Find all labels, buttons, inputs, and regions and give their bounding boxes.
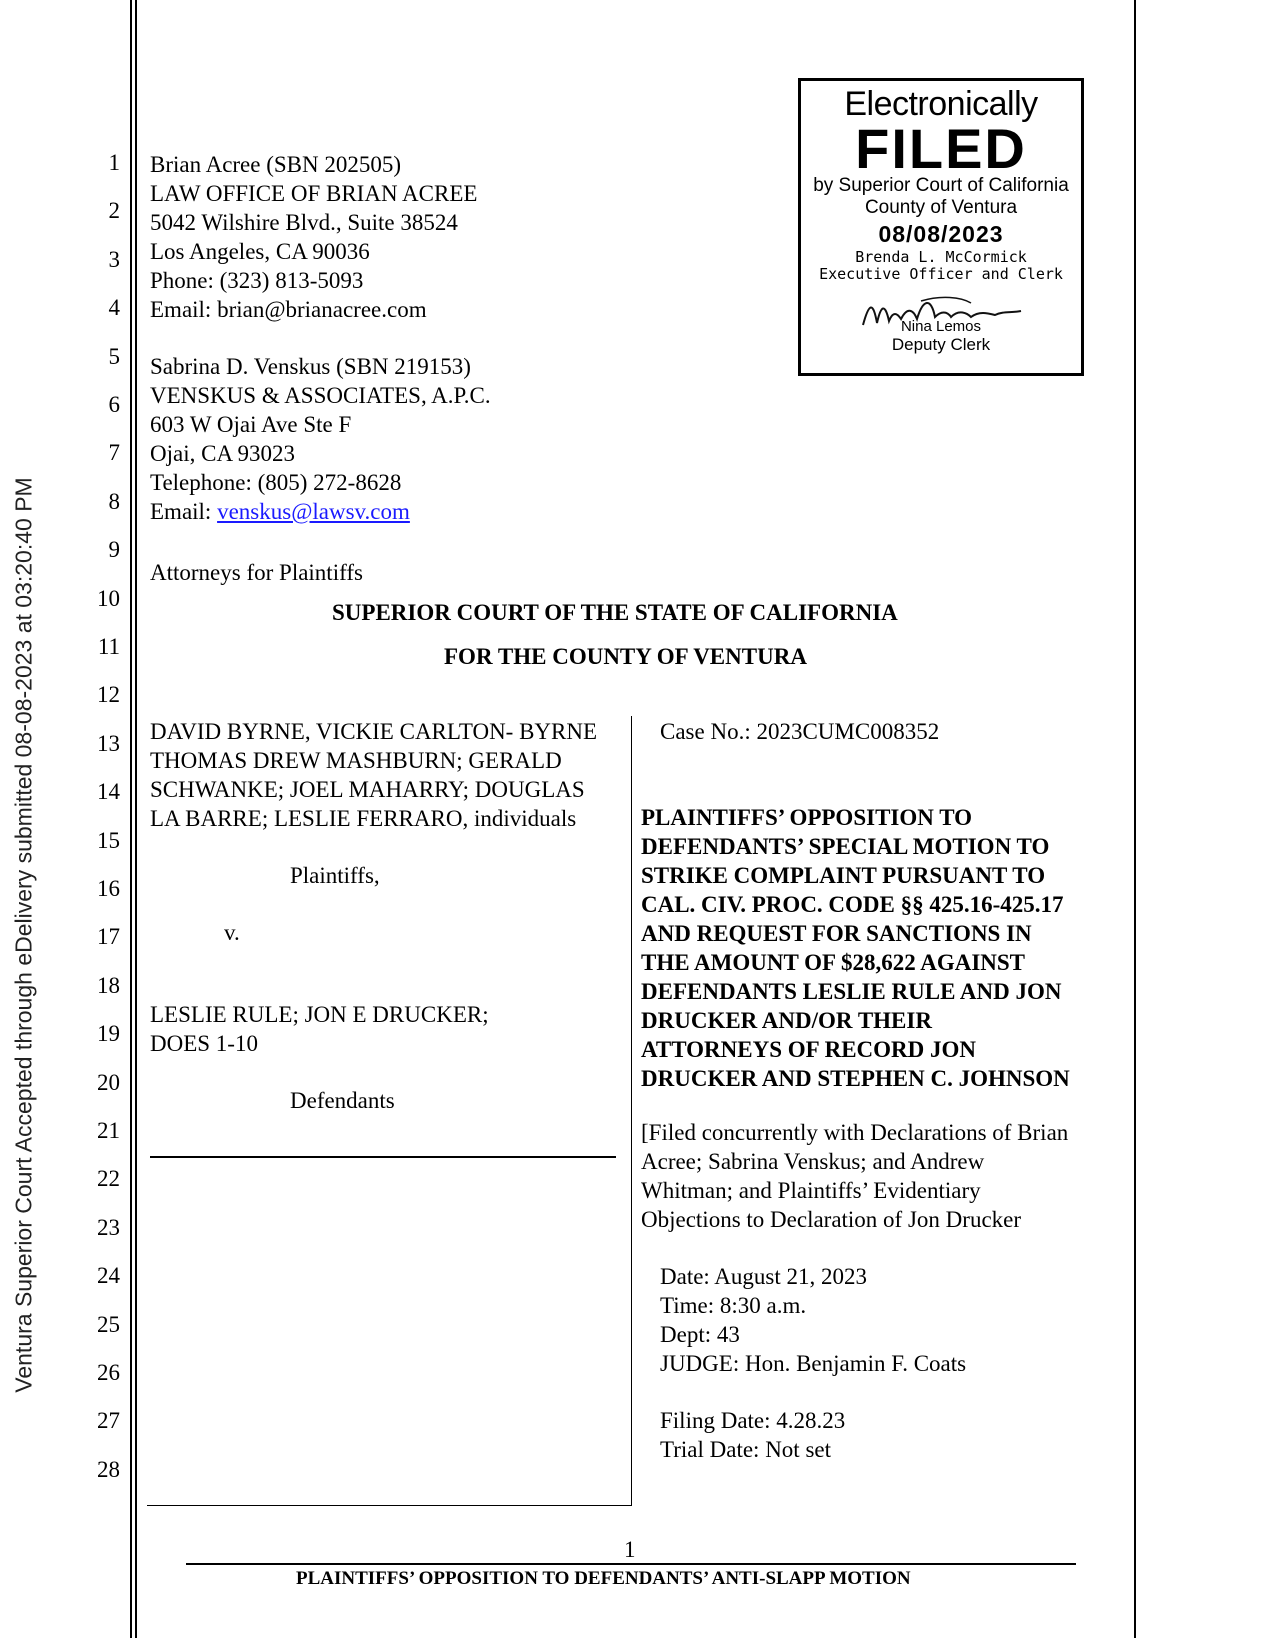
stamp-electronically: Electronically bbox=[844, 85, 1038, 123]
plaintiffs-line: LA BARRE; LESLIE FERRARO, individuals bbox=[150, 806, 577, 831]
stamp-officer-title: Executive Officer and Clerk bbox=[819, 265, 1063, 283]
line-number: 13 bbox=[97, 730, 120, 756]
document-title-line: DEFENDANTS’ SPECIAL MOTION TO bbox=[641, 834, 1050, 859]
document-title-line: DEFENDANTS LESLIE RULE AND JON bbox=[641, 979, 1062, 1004]
line-number: 6 bbox=[108, 392, 120, 417]
line-number: 23 bbox=[97, 1214, 120, 1240]
attorneys-for: Attorneys for Plaintiffs bbox=[150, 560, 363, 585]
line-number: 16 bbox=[97, 876, 120, 901]
document-title-line: CAL. CIV. PROC. CODE §§ 425.16-425.17 bbox=[641, 892, 1064, 917]
line-number: 3 bbox=[108, 246, 120, 272]
attorney-2-email-label: Email: bbox=[150, 499, 218, 524]
line-number: 25 bbox=[97, 1311, 120, 1337]
stamp-court: by Superior Court of California bbox=[813, 175, 1069, 196]
filing-date: Filing Date: 4.28.23 bbox=[660, 1408, 846, 1433]
footer-title: PLAINTIFFS’ OPPOSITION TO DEFENDANTS’ ANTI-SLAPP MOTION bbox=[296, 1568, 911, 1589]
court-title-line-1: SUPERIOR COURT OF THE STATE OF CALIFORNIA bbox=[332, 600, 898, 625]
line-number: 19 bbox=[97, 1021, 120, 1047]
plaintiffs-label: Plaintiffs, bbox=[290, 863, 380, 888]
document-title-line: DRUCKER AND/OR THEIR bbox=[641, 1008, 932, 1033]
plaintiffs-names bbox=[150, 717, 597, 833]
line-number: 9 bbox=[108, 537, 120, 563]
attorney-1-email: Email: brian@brianacree.com bbox=[150, 297, 427, 322]
left-margin-rule-2 bbox=[135, 0, 137, 1638]
line-number: 11 bbox=[97, 634, 120, 659]
line-number: 24 bbox=[97, 1263, 120, 1289]
line-number: 12 bbox=[97, 682, 120, 708]
line-number: 14 bbox=[97, 779, 120, 805]
stamp-clerk-title: Deputy Clerk bbox=[891, 335, 991, 354]
attorney-2-email-row bbox=[150, 497, 491, 526]
caption-divider bbox=[631, 716, 632, 1506]
stamp-date: 08/08/2023 bbox=[878, 221, 1004, 247]
attorney-1-name: Brian Acree (SBN 202505) bbox=[150, 152, 402, 177]
attorney-2-name: Sabrina D. Venskus (SBN 219153) bbox=[150, 354, 471, 379]
defendants-names bbox=[150, 1000, 489, 1058]
page-number: 1 bbox=[624, 1537, 636, 1562]
document-title-line: AND REQUEST FOR SANCTIONS IN bbox=[641, 921, 1032, 946]
attorney-2-address-1: 603 W Ojai Ave Ste F bbox=[150, 412, 352, 437]
hearing-info bbox=[660, 1262, 966, 1378]
attorney-2-firm: VENSKUS & ASSOCIATES, A.P.C. bbox=[150, 383, 491, 408]
hearing-date: Date: August 21, 2023 bbox=[660, 1264, 867, 1289]
filed-concurrently-line: Acree; Sabrina Venskus; and Andrew bbox=[641, 1149, 985, 1174]
attorney-1-phone: Phone: (323) 813-5093 bbox=[150, 268, 364, 293]
attorney-1-address-1: 5042 Wilshire Blvd., Suite 38524 bbox=[150, 210, 458, 235]
trial-date: Trial Date: Not set bbox=[660, 1437, 831, 1462]
document-title-line: PLAINTIFFS’ OPPOSITION TO bbox=[641, 805, 973, 830]
line-number: 2 bbox=[108, 198, 120, 224]
line-number: 10 bbox=[97, 585, 120, 611]
attorney-1-firm: LAW OFFICE OF BRIAN ACREE bbox=[150, 181, 478, 206]
filed-concurrently-line: [Filed concurrently with Declarations of Brian bbox=[641, 1120, 1069, 1145]
document-title-line: THE AMOUNT OF $28,622 AGAINST bbox=[641, 950, 1026, 975]
stamp-filed: FILED bbox=[855, 117, 1027, 180]
attorney-2-phone: Telephone: (805) 272-8628 bbox=[150, 470, 402, 495]
line-number: 27 bbox=[97, 1408, 120, 1434]
caption-bottom-rule bbox=[147, 1505, 632, 1506]
filed-concurrently-line: Objections to Declaration of Jon Drucker bbox=[641, 1207, 1022, 1232]
attorney-2-block bbox=[150, 352, 491, 526]
case-number: Case No.: 2023CUMC008352 bbox=[660, 719, 940, 744]
attorney-2-address-2: Ojai, CA 93023 bbox=[150, 441, 296, 466]
versus: v. bbox=[224, 920, 240, 945]
court-title-line-2: FOR THE COUNTY OF VENTURA bbox=[444, 644, 807, 669]
document-title bbox=[641, 803, 1070, 1093]
line-number: 1 bbox=[108, 150, 120, 175]
line-number: 28 bbox=[97, 1456, 120, 1482]
line-number: 20 bbox=[97, 1069, 120, 1095]
filed-concurrently bbox=[641, 1118, 1068, 1234]
attorney-1-address-2: Los Angeles, CA 90036 bbox=[150, 239, 370, 264]
case-dates bbox=[660, 1406, 845, 1464]
line-number: 17 bbox=[97, 924, 120, 950]
line-number: 21 bbox=[97, 1118, 120, 1143]
stamp-signature-name: Nina Lemos bbox=[900, 318, 982, 335]
hearing-time: Time: 8:30 a.m. bbox=[660, 1293, 807, 1318]
line-number: 8 bbox=[108, 488, 120, 514]
document-title-line: ATTORNEYS OF RECORD JON bbox=[641, 1037, 977, 1062]
line-number: 7 bbox=[108, 440, 120, 466]
stamp-county: County of Ventura bbox=[864, 197, 1018, 218]
line-number: 22 bbox=[97, 1166, 120, 1192]
document-title-line: STRIKE COMPLAINT PURSUANT TO bbox=[641, 863, 1046, 888]
plaintiffs-line: DAVID BYRNE, VICKIE CARLTON- BYRNE bbox=[150, 719, 598, 744]
attorney-1-block bbox=[150, 150, 477, 324]
document-title-line: DRUCKER AND STEPHEN C. JOHNSON bbox=[641, 1066, 1070, 1091]
caption-defendants-rule bbox=[150, 1156, 616, 1158]
filed-stamp bbox=[798, 78, 1084, 376]
hearing-dept: Dept: 43 bbox=[660, 1322, 740, 1347]
right-margin-rule bbox=[1134, 0, 1136, 1638]
footer-rule bbox=[186, 1563, 1076, 1565]
line-number: 4 bbox=[108, 295, 120, 321]
hearing-judge: JUDGE: Hon. Benjamin F. Coats bbox=[660, 1351, 967, 1376]
line-number: 26 bbox=[97, 1360, 120, 1385]
defendants-label: Defendants bbox=[290, 1088, 395, 1113]
defendants-line: DOES 1-10 bbox=[150, 1031, 258, 1056]
e-delivery-side-note: Ventura Superior Court Accepted through eDelivery submitted 08-08-2023 at 03:20:40 PM bbox=[10, 477, 37, 1393]
plaintiffs-line: SCHWANKE; JOEL MAHARRY; DOUGLAS bbox=[150, 777, 585, 802]
plaintiffs-line: THOMAS DREW MASHBURN; GERALD bbox=[150, 748, 562, 773]
defendants-line: LESLIE RULE; JON E DRUCKER; bbox=[150, 1002, 489, 1027]
stamp-officer: Brenda L. McCormick bbox=[855, 248, 1027, 266]
line-number: 18 bbox=[97, 972, 120, 998]
filed-concurrently-line: Whitman; and Plaintiffs’ Evidentiary bbox=[641, 1178, 981, 1203]
line-number: 5 bbox=[108, 343, 120, 369]
line-number: 15 bbox=[97, 827, 120, 853]
left-margin-rule-1 bbox=[130, 0, 132, 1638]
attorney-2-email-link[interactable]: venskus@lawsv.com bbox=[217, 499, 410, 524]
